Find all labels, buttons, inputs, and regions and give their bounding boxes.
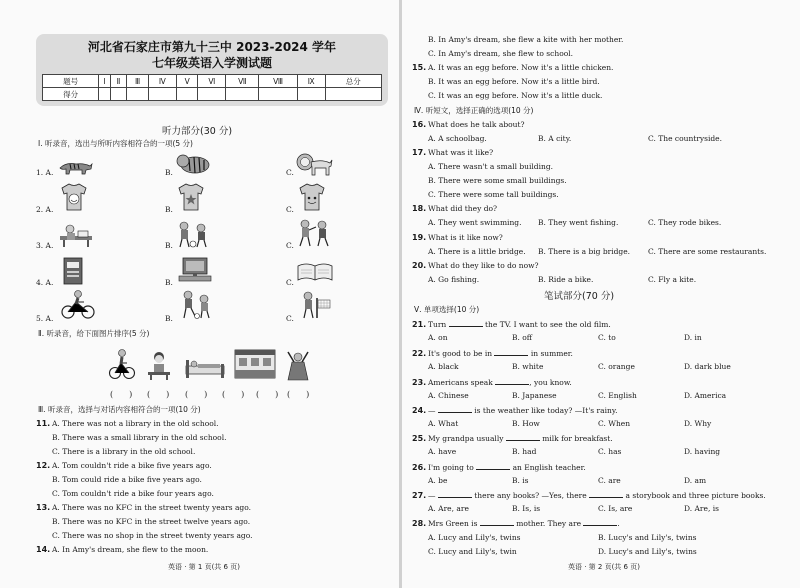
q23-option-b: B. Japanese [512, 391, 557, 400]
q21-option-a: A. on [428, 333, 448, 342]
q18-option-b: B. They went fishing. [538, 218, 619, 227]
question-17 [412, 148, 493, 157]
question-28 [412, 518, 620, 528]
q1-label: 1. A. [36, 168, 54, 177]
q22-option-a: A. black [428, 362, 459, 371]
q2-option-b: B. [165, 205, 173, 214]
q16-option-b: B. A city. [538, 134, 572, 143]
q19-option-a: A. There is a little bridge. [428, 247, 526, 256]
q27-option-a: A. Are, are [428, 504, 469, 513]
question-number: 11. [36, 419, 51, 428]
q23-text-pre: Americans speak [428, 378, 493, 387]
score-header-cell: Ⅸ [297, 75, 325, 88]
section-4-heading: Ⅳ. 听短文，选择正确的选项(10 分) [414, 106, 534, 115]
children-playing-icon [175, 220, 213, 252]
question-16 [412, 120, 525, 129]
question-18 [412, 204, 497, 213]
question-13 [36, 503, 251, 512]
question-number: 24. [412, 406, 427, 415]
score-cell[interactable] [110, 88, 127, 101]
score-header-cell: Ⅶ [226, 75, 259, 88]
question-26 [412, 462, 586, 472]
q23-option-c: C. English [598, 391, 637, 400]
q24-option-a: A. What [428, 419, 459, 428]
q13-option-a: A. There was no KFC in the street twenty years ago. [52, 503, 251, 512]
q16-text: What does he talk about? [428, 120, 525, 129]
q12-option-b: B. Tom could ride a bike five years ago. [52, 475, 202, 484]
order-answer-blank[interactable]: ( ) [185, 390, 208, 399]
lion-picture-icon [296, 152, 336, 182]
question-number: 17. [412, 148, 427, 157]
q27-option-c: C. Is, are [598, 504, 633, 513]
question-25 [412, 433, 613, 443]
question-number: 26. [412, 463, 427, 472]
question-number: 19. [412, 233, 427, 242]
q24-option-b: B. How [512, 419, 540, 428]
score-header-cell: Ⅵ [198, 75, 226, 88]
q23-option-a: A. Chinese [428, 391, 469, 400]
q23-option-d: D. America [684, 391, 727, 400]
section-5-heading: Ⅴ. 单项选择(10 分) [414, 305, 480, 314]
q25-text-pre: My grandpa usually [428, 434, 504, 443]
listening-section-title: 听力部分(30 分) [162, 126, 233, 137]
q27-dash: — [428, 491, 436, 500]
q28-text-post: . [617, 519, 620, 528]
q24-text-post: is the weather like today? —It's rainy. [474, 406, 618, 415]
q22-option-c: C. orange [598, 362, 635, 371]
q16-option-c: C. The countryside. [648, 134, 722, 143]
q15-option-c: C. It was an egg before. Now it's a little duck. [428, 91, 603, 100]
score-cell[interactable] [127, 88, 149, 101]
bed-sleeping-picture-icon [184, 356, 226, 384]
score-header-cell: Ⅴ [176, 75, 198, 88]
question-number: 27. [412, 491, 427, 500]
order-answer-blank[interactable]: ( ) [147, 390, 170, 399]
q13-option-c: C. There was no shop in the street twenty years ago. [52, 531, 253, 540]
score-cell[interactable] [297, 88, 325, 101]
answer-blank[interactable] [589, 490, 623, 498]
q3-option-b: B. [165, 241, 173, 250]
question-24 [412, 405, 617, 415]
score-cell[interactable] [226, 88, 259, 101]
question-27 [412, 490, 766, 500]
q28-option-b: B. Lucy's and Lily's, twins [598, 533, 697, 542]
q4-label: 4. A. [36, 278, 54, 287]
section-2-heading: Ⅱ. 听录音，给下面图片排序(5 分) [38, 329, 150, 338]
q24-option-d: D. Why [684, 419, 712, 428]
q19-option-c: C. There are some restaurants. [648, 247, 767, 256]
q21-option-d: D. in [684, 333, 702, 342]
question-12 [36, 461, 212, 470]
question-number: 18. [412, 204, 427, 213]
answer-blank[interactable] [494, 348, 528, 356]
football-players-icon [178, 290, 214, 324]
q26-option-c: C. are [598, 476, 621, 485]
order-answer-blank[interactable]: ( ) [222, 390, 245, 399]
answer-blank[interactable] [438, 405, 472, 413]
q26-option-b: B. is [512, 476, 529, 485]
q5-option-c: C. [286, 314, 294, 323]
exam-subtitle: 七年级英语入学测试题 [151, 56, 272, 70]
score-header-cell: Ⅲ [127, 75, 149, 88]
question-number: 16. [412, 120, 427, 129]
q26-option-a: A. be [428, 476, 448, 485]
bike-riding-icon [60, 290, 96, 324]
q11-option-b: B. There was a small library in the old school. [52, 433, 227, 442]
score-cell[interactable] [148, 88, 176, 101]
section-1-heading: Ⅰ. 听录音，选出与所听内容相符合的一项(5 分) [38, 139, 193, 148]
question-number: 25. [412, 434, 427, 443]
dictionary-book-icon [62, 256, 84, 290]
q26-option-d: D. am [684, 476, 707, 485]
q24-option-c: C. When [598, 419, 631, 428]
score-header-cell: Ⅱ [110, 75, 127, 88]
answer-blank[interactable] [583, 518, 620, 528]
score-header-cell: 总分 [325, 75, 381, 88]
question-15 [412, 63, 613, 72]
desk-study-picture-icon [146, 350, 172, 384]
score-header-cell: Ⅰ [99, 75, 110, 88]
order-answer-blank[interactable]: ( ) [287, 390, 310, 399]
score-row-label: 得分 [43, 88, 99, 101]
q21-option-b: B. off [512, 333, 533, 342]
order-answer-blank[interactable]: ( ) [110, 390, 133, 399]
q22-text-post: in summer. [530, 349, 573, 358]
question-23 [412, 377, 572, 387]
q25-option-d: D. having [684, 447, 721, 456]
q16-option-a: A. A schoolbag. [428, 134, 487, 143]
q1-option-c: C. [286, 168, 294, 177]
score-header-row [43, 75, 382, 88]
exam-header [36, 34, 388, 106]
q13-option-b: B. There was no KFC in the street twelve years ago. [52, 517, 251, 526]
tiger-picture-icon [58, 158, 94, 180]
reading-child-icon [58, 222, 94, 252]
score-cell[interactable] [176, 88, 198, 101]
q2-label: 2. A. [36, 205, 54, 214]
answer-blank[interactable] [495, 377, 529, 385]
question-19 [412, 233, 503, 242]
q1-option-b: B. [165, 168, 173, 177]
q20-text: What do they like to do now? [428, 261, 539, 270]
q14-option-c: C. In Amy's dream, she flew to school. [428, 49, 574, 58]
bike-boy-picture-icon [108, 348, 136, 384]
q28-text-mid: mother. They are [516, 519, 582, 528]
q28-option-c: C. Lucy and Lily's, twin [428, 547, 517, 556]
q12-option-a: A. Tom couldn't ride a bike five years ago. [52, 461, 212, 470]
q25-option-b: B. had [512, 447, 537, 456]
question-number: 21. [412, 320, 427, 329]
q22-option-b: B. white [512, 362, 544, 371]
q25-option-a: A. have [428, 447, 457, 456]
exam-title: 河北省石家庄市第九十三中 2023-2024 学年 [87, 40, 337, 54]
q18-option-a: A. They went swimming. [428, 218, 522, 227]
q20-option-b: B. Ride a bike. [538, 275, 594, 284]
q26-text-pre: I'm going to [428, 463, 474, 472]
q22-option-d: D. dark blue [684, 362, 731, 371]
score-header-cell: Ⅳ [148, 75, 176, 88]
question-number: 23. [412, 378, 427, 387]
q28-option-d: D. Lucy's and Lily's, twins [598, 547, 697, 556]
q21-option-c: C. to [598, 333, 616, 342]
writing-section-title: 笔试部分(70 分) [544, 291, 615, 302]
q14-option-a: A. In Amy's dream, she flew to the moon. [52, 545, 209, 554]
q4-option-b: B. [165, 278, 173, 287]
q3-label: 3. A. [36, 241, 54, 250]
q23-text-post: , you know. [529, 378, 572, 387]
q14-option-b: B. In Amy's dream, she flew a kite with her mother. [428, 35, 624, 44]
question-number: 13. [36, 503, 51, 512]
q27-text-mid: there any books? —Yes, there [474, 491, 587, 500]
q25-option-c: C. has [598, 447, 622, 456]
q19-option-b: B. There is a big bridge. [538, 247, 631, 256]
children-dancing-icon [296, 218, 332, 252]
order-answer-blank[interactable]: ( ) [256, 390, 279, 399]
question-22 [412, 348, 573, 358]
score-cell[interactable] [259, 88, 297, 101]
q27-text-post: a storybook and three picture books. [625, 491, 766, 500]
score-cell[interactable] [99, 88, 110, 101]
q12-option-c: C. Tom couldn't ride a bike four years ago. [52, 489, 214, 498]
tshirt-face-icon [296, 182, 328, 216]
q27-option-d: D. Are, is [684, 504, 719, 513]
q17-option-c: C. There were some tall buildings. [428, 190, 559, 199]
question-11 [36, 419, 219, 428]
answer-blank[interactable] [480, 518, 514, 526]
q17-text: What was it like? [428, 148, 494, 157]
computer-icon [175, 256, 215, 288]
q20-option-c: C. Fly a kite. [648, 275, 697, 284]
q5-label: 5. A. [36, 314, 54, 323]
question-number: 28. [412, 519, 427, 528]
answer-blank[interactable] [476, 462, 510, 470]
page-2 [402, 0, 800, 588]
q19-text: What is it like now? [428, 233, 503, 242]
q28-option-a: A. Lucy and Lily's, twins [428, 533, 521, 542]
answer-blank[interactable] [438, 490, 472, 498]
question-20 [412, 261, 539, 270]
q17-option-a: A. There wasn't a small building. [428, 162, 554, 171]
q25-text-post: milk for breakfast. [542, 434, 613, 443]
q15-option-b: B. It was an egg before. Now it's a little bird. [428, 77, 600, 86]
score-header-cell: Ⅷ [259, 75, 297, 88]
question-number: 20. [412, 261, 427, 270]
page-footer: 英语 · 第 1 页(共 6 页) [168, 563, 240, 571]
q2-option-c: C. [286, 205, 294, 214]
score-cell[interactable] [325, 88, 381, 101]
question-number: 15. [412, 63, 427, 72]
q28-text-pre: Mrs Green is [428, 519, 478, 528]
answer-blank[interactable] [449, 319, 483, 327]
page-footer: 英语 · 第 2 页(共 6 页) [568, 563, 640, 571]
tshirt-smile-icon [58, 182, 90, 216]
section-3-heading: Ⅲ. 听录音，选择与对话内容相符合的一项(10 分) [38, 405, 201, 414]
q11-option-c: C. There is a library in the old school. [52, 447, 196, 456]
answer-blank[interactable] [506, 433, 540, 441]
tiger-picture-icon [175, 152, 213, 180]
q21-text-pre: Turn [428, 320, 447, 329]
q18-text: What did they do? [428, 204, 498, 213]
q11-option-a: A. There was not a library in the old school. [52, 419, 219, 428]
question-14 [36, 545, 208, 554]
q5-option-b: B. [165, 314, 173, 323]
score-value-row [43, 88, 382, 101]
q22-text-pre: It's good to be in [428, 349, 493, 358]
tshirt-star-icon [175, 182, 207, 216]
question-number: 12. [36, 461, 51, 470]
q18-option-c: C. They rode bikes. [648, 218, 722, 227]
open-book-icon [296, 260, 334, 286]
score-cell[interactable] [198, 88, 226, 101]
q26-text-post: an English teacher. [512, 463, 586, 472]
q3-option-c: C. [286, 241, 294, 250]
q4-option-c: C. [286, 278, 294, 287]
q21-text-post: the TV. I want to see the old film. [485, 320, 611, 329]
q24-dash: — [428, 406, 436, 415]
cheering-boy-picture-icon [284, 350, 312, 386]
q17-option-b: B. There were some small buildings. [428, 176, 567, 185]
question-number: 14. [36, 545, 51, 554]
question-number: 22. [412, 349, 427, 358]
score-table [42, 74, 382, 101]
question-21 [412, 319, 611, 329]
badminton-net-icon [300, 290, 336, 324]
window-building-picture-icon [234, 348, 276, 384]
score-header-cell: 题号 [43, 75, 99, 88]
q15-option-a: A. It was an egg before. Now it's a little chicken. [428, 63, 614, 72]
q27-option-b: B. Is, is [512, 504, 541, 513]
q20-option-a: A. Go fishing. [428, 275, 480, 284]
